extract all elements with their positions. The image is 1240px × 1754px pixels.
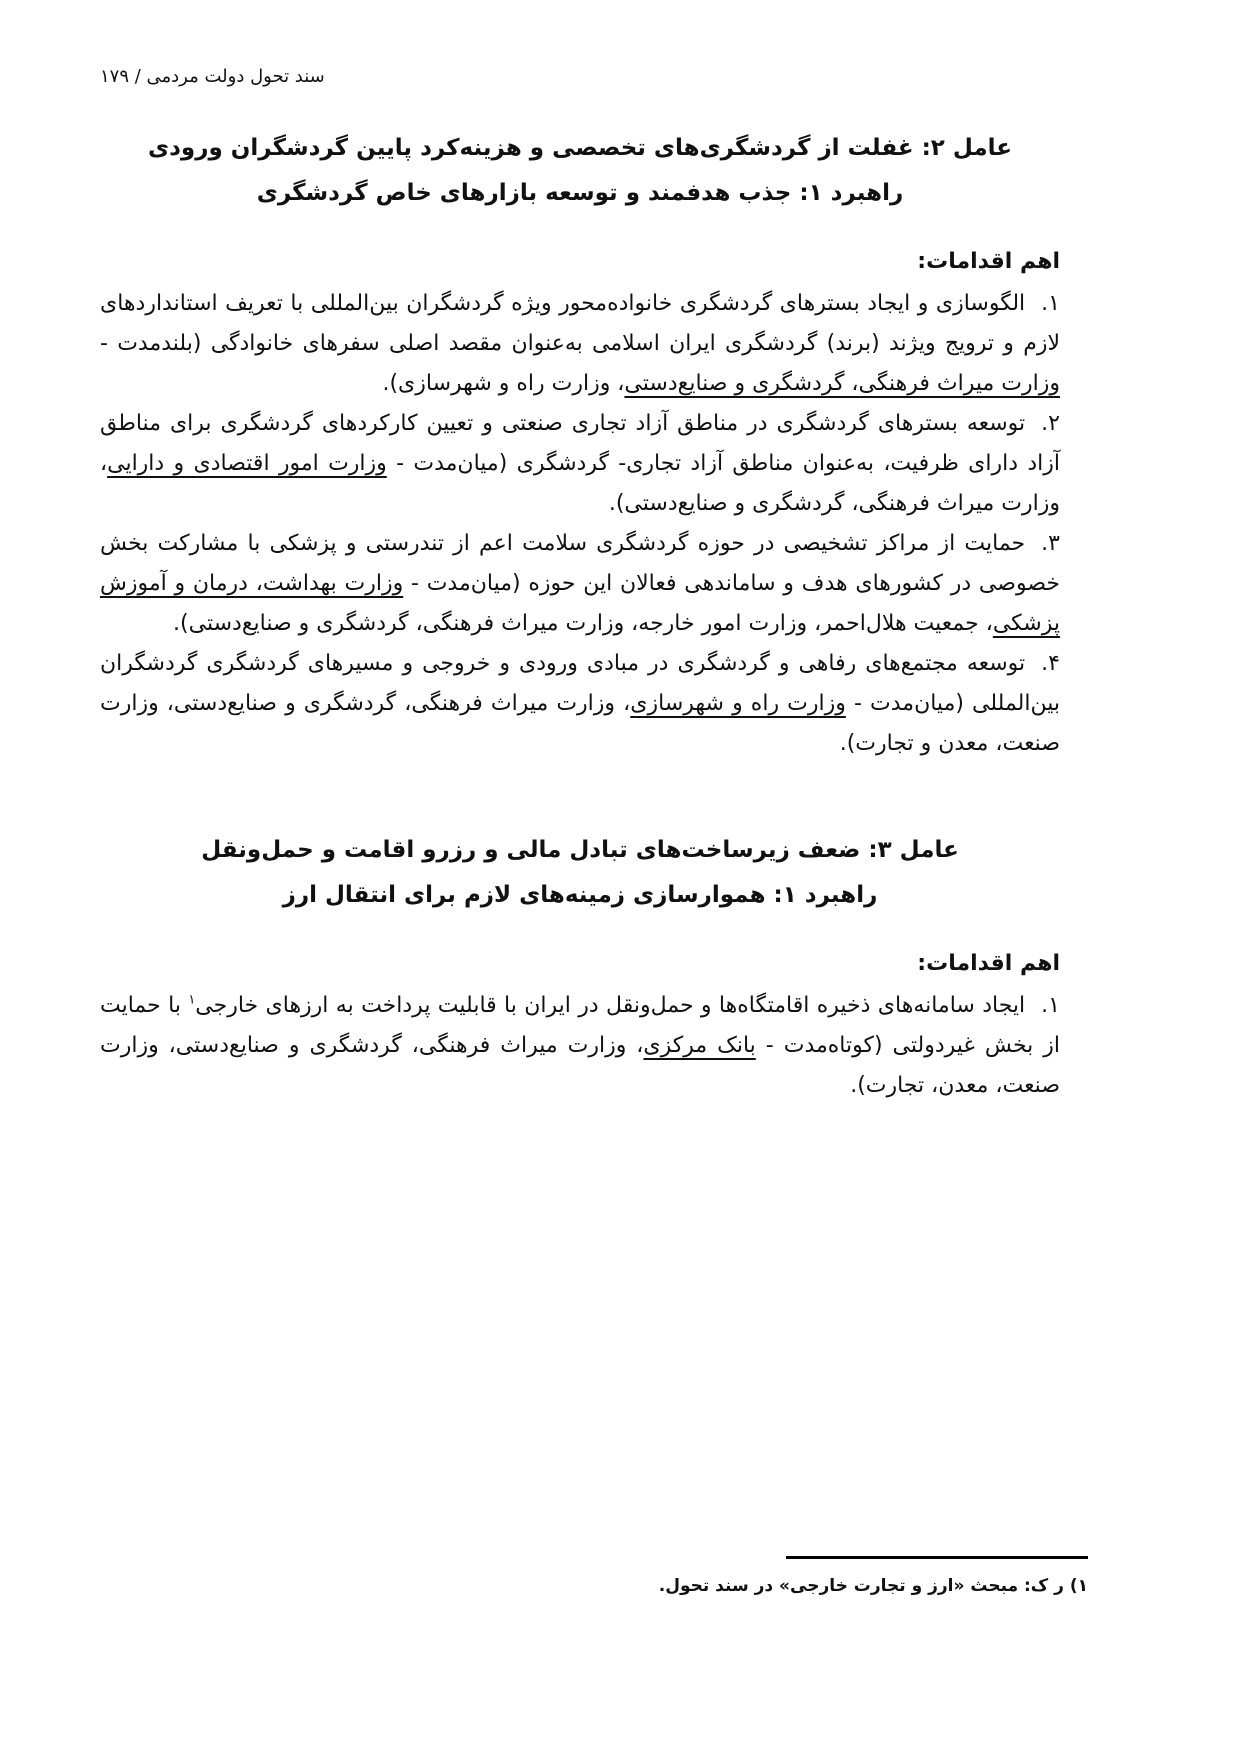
- section-factor-3: [100, 828, 1060, 1106]
- footnote-separator-rule: [786, 1556, 1088, 1559]
- footnote-text: ۱) ر ک: مبحث «ارز و تجارت خارجی» در سند تحول.: [658, 1576, 1088, 1596]
- ministry-name-underlined: وزارت راه و شهرسازی: [630, 691, 846, 716]
- item-number: ۱.: [1041, 291, 1060, 316]
- factor-3-title: عامل ۳: ضعف زیرساخت‌های تبادل مالی و رزرو اقامت و حمل‌ونقل: [201, 837, 959, 863]
- item-number: ۴.: [1041, 651, 1060, 676]
- item-text-segment: ، وزارت راه و شهرسازی).: [382, 371, 625, 396]
- footnote-reference-marker: ۱: [188, 992, 196, 1008]
- list-item: [100, 404, 1060, 524]
- item-number: ۳.: [1041, 531, 1060, 556]
- item-text-segment: ، جمعیت هلال‌احمر، وزارت امور خارجه، وزارت میراث فرهنگی، گردشگری و صنایع‌دستی).: [173, 611, 993, 636]
- item-text-segment: ایجاد سامانه‌های ذخیره اقامتگاه‌ها و حمل‌ونقل در ایران با قابلیت پرداخت به ارزهای خارجی: [195, 993, 1026, 1018]
- running-head: [100, 66, 325, 87]
- item-text-segment: ، وزارت میراث فرهنگی، گردشگری و صنایع‌دستی، وزارت صنعت، معدن، تجارت).: [100, 1033, 1060, 1098]
- item-number: ۱.: [1041, 993, 1060, 1018]
- factor-3-strategy-title: راهبرد ۱: هموارسازی زمینه‌های لازم برای انتقال ارز: [282, 882, 878, 908]
- footnote-area: [100, 1556, 1088, 1599]
- actions-list: [100, 284, 1060, 764]
- factor-2-title: عامل ۲: غفلت از گردشگری‌های تخصصی و هزینه‌کرد پایین گردشگران ورودی: [148, 135, 1012, 161]
- item-number: ۲.: [1041, 411, 1060, 436]
- list-item: [100, 986, 1060, 1106]
- actions-label: اهم اقدامات:: [917, 249, 1060, 274]
- list-item: [100, 644, 1060, 764]
- section-factor-2: [100, 126, 1060, 764]
- running-head-text: سند تحول دولت مردمی / ۱۷۹: [100, 66, 325, 87]
- item-text-segment: ، وزارت میراث فرهنگی، گردشگری و صنایع‌دستی، وزارت صنعت، معدن و تجارت).: [100, 691, 1060, 756]
- item-text-segment: با حمایت از بخش غیردولتی (کوتاه‌مدت -: [100, 993, 1061, 1058]
- ministry-name-underlined: وزارت امور اقتصادی و دارایی: [107, 451, 387, 476]
- ministry-name-underlined: بانک مرکزی: [643, 1033, 756, 1058]
- actions-label: اهم اقدامات:: [917, 951, 1060, 976]
- ministry-name-underlined: وزارت بهداشت، درمان و آموزش پزشکی: [100, 571, 1060, 636]
- ministry-name-underlined: وزارت میراث فرهنگی، گردشگری و صنایع‌دستی: [624, 371, 1060, 396]
- actions-list: [100, 986, 1060, 1106]
- item-text-segment: حمایت از مراکز تشخیصی در حوزه گردشگری سلامت اعم از تندرستی و پزشکی با مشارکت بخش خصوصی در کشورهای هدف و ساماندهی فعالان این حوزه (میان‌مدت -: [100, 531, 1060, 596]
- factor-2-strategy-title: راهبرد ۱: جذب هدفمند و توسعه بازارهای خاص گردشگری: [256, 180, 904, 206]
- page-content: [100, 126, 1060, 1106]
- list-item: [100, 284, 1060, 404]
- item-text-segment: ، وزارت میراث فرهنگی، گردشگری و صنایع‌دستی).: [100, 451, 1060, 516]
- item-text-segment: توسعه مجتمع‌های رفاهی و گردشگری در مبادی ورودی و خروجی و مسیرهای گردشگری گردشگران بین‌المللی (میان‌مدت -: [100, 651, 1060, 716]
- item-text-segment: الگوسازی و ایجاد بسترهای گردشگری خانواده‌محور ویژه گردشگران بین‌المللی با تعریف استانداردهای لازم و ترویج ویژند (برند) گردشگری ایران اسلامی به‌عنوان مقصد اصلی سفرهای خانوادگی (بلندمدت -: [100, 291, 1060, 356]
- item-text-segment: توسعه بسترهای گردشگری در مناطق آزاد تجاری صنعتی و تعیین کارکردهای گردشگری برای مناطق آزاد دارای ظرفیت، به‌عنوان مناطق آزاد تجاری- گردشگری (میان‌مدت -: [100, 411, 1060, 476]
- list-item: [100, 524, 1060, 644]
